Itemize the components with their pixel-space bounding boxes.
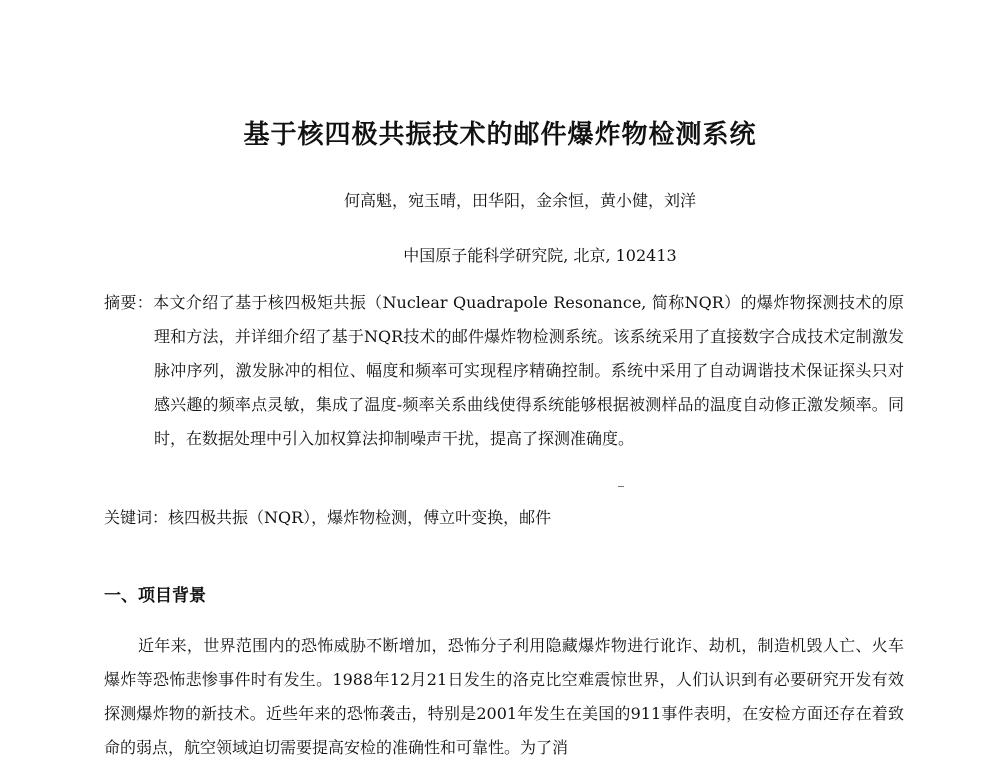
keywords-text: 核四极共振（NQR），爆炸物检测，傅立叶变换，邮件 (168, 508, 552, 527)
abstract-text: 本文介绍了基于核四极矩共振（Nuclear Quadrapole Resonance, 简称NQR）的爆炸物探测技术的原理和方法，并详细介绍了基于NQR技术的邮件爆炸物检测系统。该系统采用了直接数字合成技术定制激发脉冲序列，激发脉冲的相位、幅度和频率可实现程序精确控制。系统中采用了自动调谐技术保证探头只对感兴趣的频率点灵敏，集成了温度-频率关系曲线使得系统能够根据被测样品的温度自动修正激发频率。同时，在数据处理中引入加权算法抑制噪声干扰，提高了探测准确度。 (153, 293, 904, 448)
section-heading: 一、项目背景 (104, 586, 206, 606)
keywords (104, 506, 904, 530)
abstract-label: 摘要： (104, 293, 154, 312)
abstract (104, 286, 904, 456)
paper-title: 基于核四极共振技术的邮件爆炸物检测系统 (243, 120, 757, 150)
affiliation: 中国原子能科学研究院, 北京, 102413 (403, 246, 677, 265)
abstract-block (104, 286, 904, 456)
stray-mark (618, 486, 624, 487)
keywords-label: 关键词： (104, 508, 169, 527)
section-body-paragraph: 近年来，世界范围内的恐怖威胁不断增加，恐怖分子利用隐藏爆炸物进行讹诈、劫机，制造机毁人亡、火车爆炸等恐怖悲惨事件时有发生。1988年12月21日发生的洛克比空难震惊世界，人们认识到有必要研究开发有效探测爆炸物的新技术。近些年来的恐怖袭击，特别是2001年发生在美国的911事件表明，在安检方面还存在着致命的弱点，航空领域迫切需要提高安检的准确性和可靠性。为了消 (104, 636, 904, 757)
author-list: 何高魁，宛玉晴，田华阳，金余恒，黄小健，刘洋 (343, 191, 696, 210)
